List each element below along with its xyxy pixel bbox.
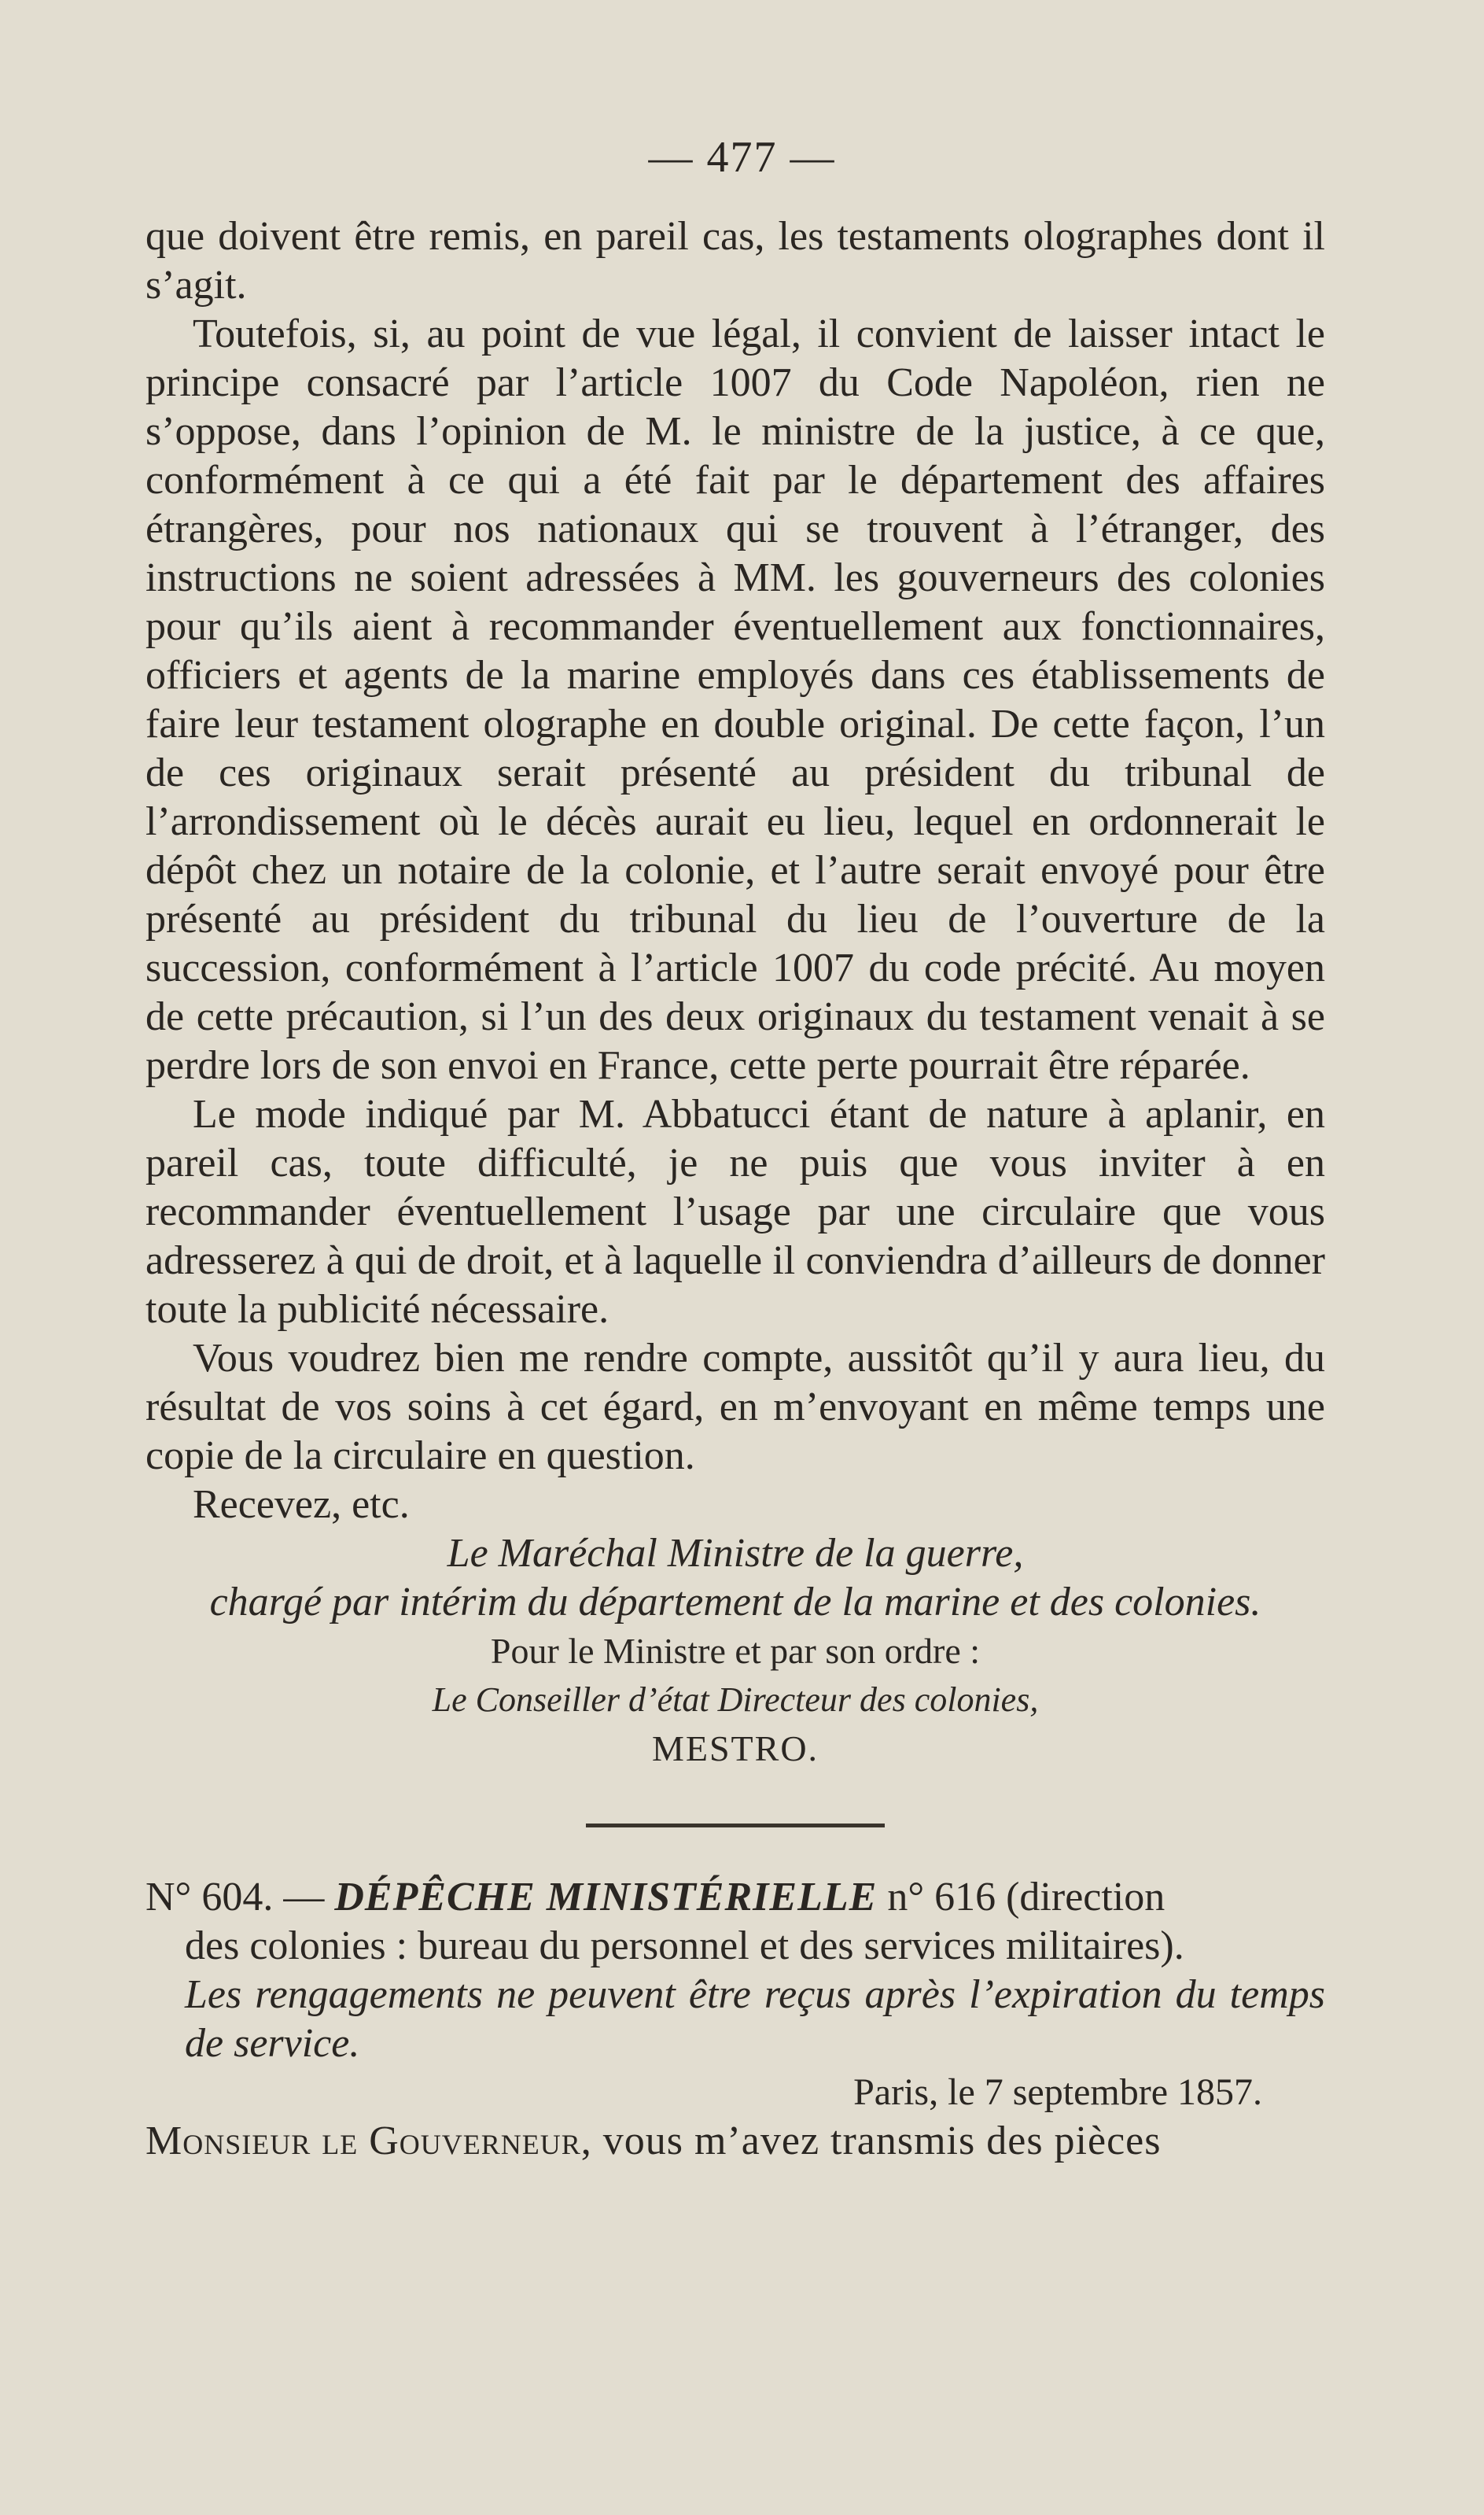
entry-reference-continued: des colonies : bureau du personnel et des services militaires). bbox=[185, 1923, 1184, 1968]
entry-number: N° 604. — bbox=[145, 1875, 325, 1919]
entry-reference: n° 616 (direction bbox=[887, 1875, 1165, 1919]
signature-director: Le Conseiller d’état Directeur des colonies, bbox=[432, 1680, 1039, 1719]
body-text bbox=[145, 212, 1325, 2166]
page-number: — 477 — bbox=[648, 133, 836, 182]
paragraph: Toutefois, si, au point de vue légal, il convient de laisser intact le principe consacré par l’article 1007 du Code Napoléon, rien ne s’oppose, dans l’opinion de M. le ministre de la justice, à ce que, conformément à ce qui a été fait par le département des affaires étrangères, pour nos nationaux qui se trouvent à l’étranger, des instructions ne soient adressées à MM. les gouverneurs des colonies pour qu’ils aient à recommander éventuellement aux fonctionnaires, officiers et agents de la marine employés dans ces établissements de faire leur testament olographe en double original. De cette façon, l’un de ces originaux serait présenté au président du tribunal de l’arrondissement où le décès aurait eu lieu, lequel en ordonnerait le dépôt chez un notaire de la colonie, et l’autre serait envoyé pour être présenté au président du tribunal du lieu de l’ouverture de la succession, conformément à l’article 1007 du code précité. Au moyen de cette précaution, si l’un des deux originaux du testament venait à se perdre lors de son envoi en France, cette perte pourrait être réparée. bbox=[145, 312, 1325, 1088]
paragraph: Le mode indiqué par M. Abbatucci étant de nature à aplanir, en pareil cas, toute difficulté, je ne puis que vous inviter à en recommander éventuellement l’usage par une circulaire que vous adresserez à qui de droit, et à laquelle il conviendra d’ailleurs de donner toute la publicité nécessaire. bbox=[145, 1092, 1325, 1332]
section-divider bbox=[586, 1824, 885, 1827]
entry-salutation bbox=[145, 2117, 1325, 2166]
entry-date: Paris, le 7 septembre 1857. bbox=[853, 2071, 1262, 2113]
paragraph: Vous voudrez bien me rendre compte, aussitôt qu’il y aura lieu, du résultat de vos soins à cet égard, en m’envoyant en même temps une copie de la circulaire en question. bbox=[145, 1336, 1325, 1478]
signature-order: Pour le Ministre et par son ordre : bbox=[490, 1631, 981, 1671]
salutation-text: vous m’avez transmis des pièces bbox=[602, 2119, 1162, 2163]
entry-heading bbox=[145, 1873, 1325, 1922]
entry-summary: Les rengagements ne peuvent être reçus après l’expiration du temps de service. bbox=[185, 1972, 1325, 2066]
signature-subtitle: chargé par intérim du département de la marine et des colonies. bbox=[209, 1580, 1261, 1624]
paragraph: Recevez, etc. bbox=[193, 1482, 410, 1527]
signature-name: MESTRO. bbox=[651, 1728, 819, 1768]
paragraph: que doivent être remis, en pareil cas, les testaments olographes dont il s’agit. bbox=[145, 214, 1325, 308]
entry-title: DÉPÊCHE MINISTÉRIELLE bbox=[334, 1875, 878, 1919]
signature-title: Le Maréchal Ministre de la guerre, bbox=[447, 1531, 1024, 1576]
salutation-address: Monsieur le Gouverneur, bbox=[145, 2119, 592, 2163]
